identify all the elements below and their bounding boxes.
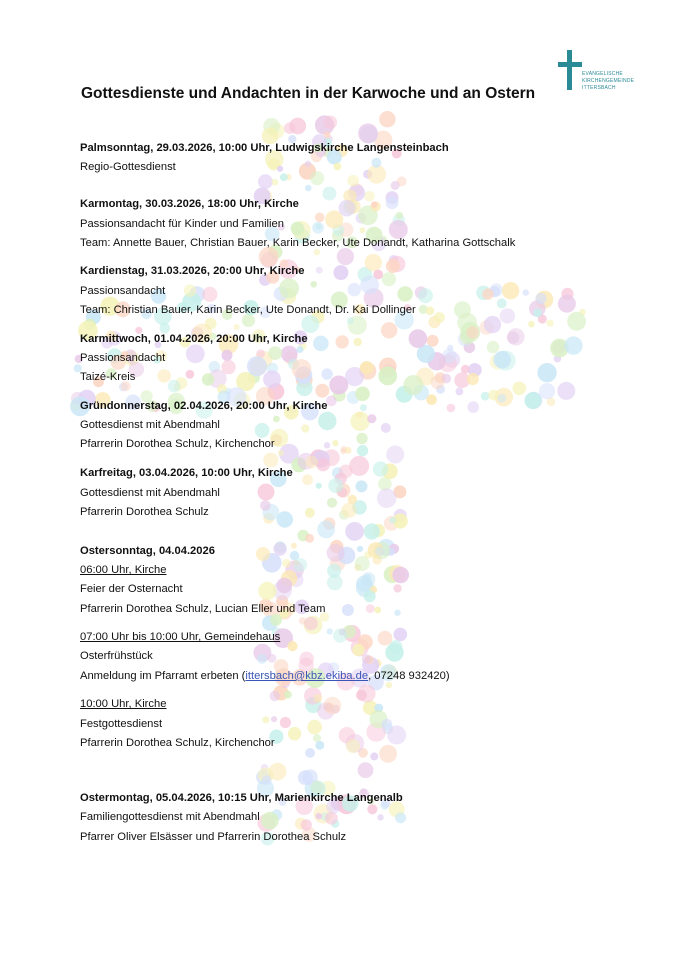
- event-line: Feier der Osternacht: [80, 583, 183, 595]
- event-heading-ostermontag: Ostermontag, 05.04.2026, 10:15 Uhr, Marienkirche Langenalb: [80, 792, 403, 804]
- event-line: Gottesdienst mit Abendmahl: [80, 487, 220, 499]
- event-line: Team: Annette Bauer, Christian Bauer, Karin Becker, Ute Donandt, Katharina Gottschalk: [80, 237, 516, 249]
- event-line: Pfarrerin Dorothea Schulz, Kirchenchor: [80, 438, 275, 450]
- event-line: Festgottesdienst: [80, 718, 163, 730]
- cross-logo-icon: [558, 50, 582, 90]
- registration-line: [80, 669, 450, 683]
- event-line: Taizé-Kreis: [80, 371, 136, 383]
- event-line: Pfarrerin Dorothea Schulz, Lucian Eller und Team: [80, 603, 326, 615]
- email-link[interactable]: ittersbach@kbz.ekiba.de: [245, 670, 369, 682]
- event-line: Regio-Gottesdienst: [80, 161, 176, 173]
- service-time: 10:00 Uhr, Kirche: [80, 698, 167, 710]
- logo-text-line2: KIRCHENGEMEINDE: [582, 78, 635, 84]
- event-line: Gottesdienst mit Abendmahl: [80, 419, 220, 431]
- event-line: Pfarrer Oliver Elsässer und Pfarrerin Dorothea Schulz: [80, 831, 347, 843]
- event-line: Passionsandacht für Kinder und Familien: [80, 218, 284, 230]
- page-title: Gottesdienste und Andachten in der Karwoche und an Ostern: [81, 85, 536, 102]
- service-time: 06:00 Uhr, Kirche: [80, 564, 167, 576]
- event-line: Familiengottesdienst mit Abendmahl: [80, 811, 260, 823]
- phone-text: , 07248 932420): [368, 670, 450, 682]
- event-line: Pfarrerin Dorothea Schulz, Kirchenchor: [80, 737, 275, 749]
- event-heading-karmittwoch: Karmittwoch, 01.04.2026, 20:00 Uhr, Kirche: [80, 333, 308, 345]
- event-heading-ostersonntag: Ostersonntag, 04.04.2026: [80, 545, 215, 557]
- event-heading-karmontag: Karmontag, 30.03.2026, 18:00 Uhr, Kirche: [80, 198, 299, 210]
- event-line: Passionsandacht: [80, 285, 166, 297]
- church-logo: [558, 50, 658, 100]
- registration-text: Anmeldung im Pfarramt erbeten (: [80, 670, 246, 682]
- logo-text-line1: EVANGELISCHE: [582, 71, 623, 77]
- event-heading-kardienstag: Kardienstag, 31.03.2026, 20:00 Uhr, Kirche: [80, 265, 305, 277]
- service-time: 07:00 Uhr bis 10:00 Uhr, Gemeindehaus: [80, 631, 281, 643]
- event-heading-gruendonnerstag: Gründonnerstag, 02.04.2026, 20:00 Uhr, Kirche: [80, 400, 328, 412]
- event-line: Osterfrühstück: [80, 650, 153, 662]
- event-heading-karfreitag: Karfreitag, 03.04.2026, 10:00 Uhr, Kirche: [80, 467, 293, 479]
- event-line: Passionsandacht: [80, 352, 166, 364]
- logo-text-line3: ITTERSBACH: [582, 85, 616, 91]
- event-heading-palmsonntag: Palmsonntag, 29.03.2026, 10:00 Uhr, Ludwigskirche Langensteinbach: [80, 142, 449, 154]
- event-line: Pfarrerin Dorothea Schulz: [80, 506, 209, 518]
- event-line: Team: Christian Bauer, Karin Becker, Ute Donandt, Dr. Kai Dollinger: [80, 304, 416, 316]
